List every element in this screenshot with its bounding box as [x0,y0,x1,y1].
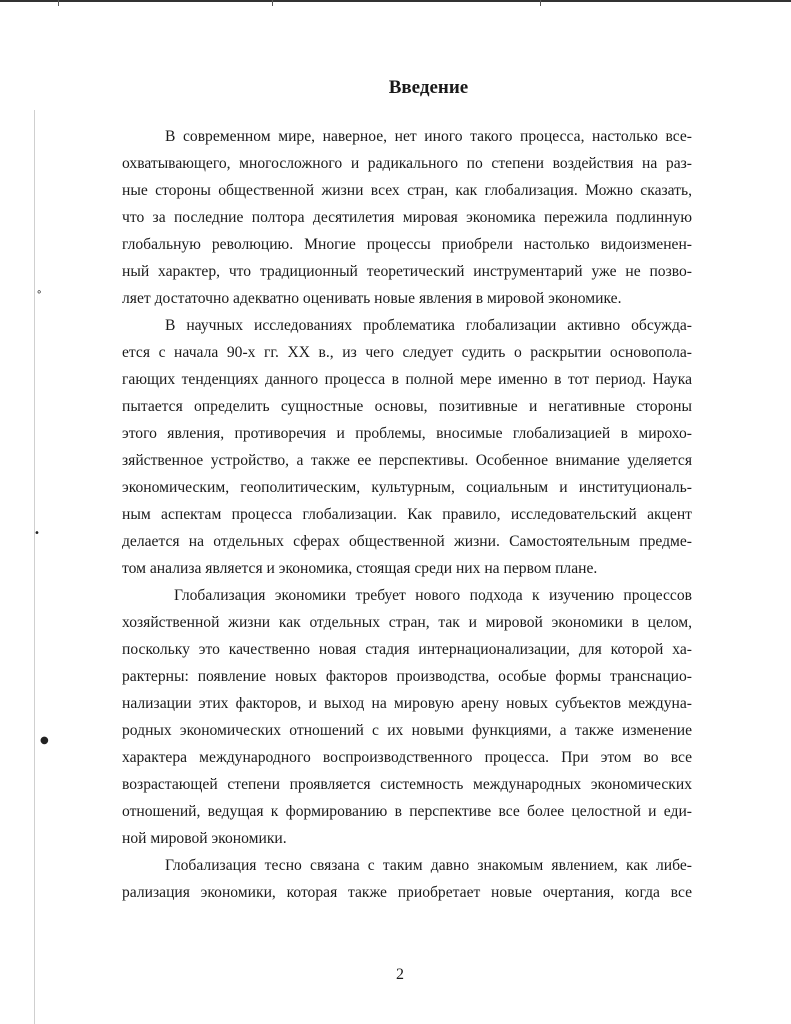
text-line: возрастающей степени проявляется системность международных экономических [122,776,692,793]
text-line: отношений, ведущая к формированию в перспективе все более целостной и еди- [122,803,692,820]
text-line: глобальную революцию. Многие процессы приобрели настолько видоизменен- [122,236,692,253]
text-line: поскольку это качественно новая стадия интернационализации, для которой ха- [122,641,692,658]
text-line: рализация экономики, которая также приобретает новые очертания, когда все [122,884,692,901]
paragraph-4 [122,852,692,906]
paragraph-2 [122,312,692,582]
hole-punch-mark-icon: • [34,528,40,539]
text-line: ляет достаточно адекватно оценивать новые явления в мировой экономике. [122,290,622,307]
text-line: Глобализация экономики требует нового подхода к изучению процессов [174,587,692,604]
page-number: 2 [396,966,404,983]
text-line: что за последние полтора десятилетия мировая экономика пережила подлинную [122,209,692,226]
scan-tick-mark [540,0,541,6]
scan-tick-mark [272,0,273,6]
hole-punch-mark-icon: ● [40,735,49,746]
text-line: охватывающего, многосложного и радикального по степени воздействия на раз- [122,155,692,172]
paragraph-3 [122,582,692,852]
text-line: экономическим, геополитическим, культурным, социальным и институциональ- [122,479,692,496]
text-line: родных экономических отношений с их новыми функциями, а также изменение [122,722,692,739]
text-line: делается на отдельных сферах общественной жизни. Самостоятельным предме- [122,533,692,550]
text-line: хозяйственной жизни как отдельных стран, так и мировой экономики в целом, [122,614,692,631]
text-line: зяйственное устройство, а также ее перспективы. Особенное внимание уделяется [122,452,692,469]
text-line: В современном мире, наверное, нет иного такого процесса, настолько все- [165,128,692,145]
hole-punch-mark-icon: ∘ [36,287,43,298]
text-line: пытается определить сущностные основы, позитивные и негативные стороны [122,398,692,415]
paragraph-1 [122,123,692,312]
scan-margin-line [34,110,35,1024]
text-line: нализации этих факторов, и выход на мировую арену новых субъектов междуна- [122,695,692,712]
text-line: этого явления, противоречия и проблемы, вносимые глобализацией в мирохо- [122,425,692,442]
text-line: Глобализация тесно связана с таким давно знакомым явлением, как либе- [165,857,692,874]
text-line: ется с начала 90-х гг. XX в., из чего следует судить о раскрытии основопола- [122,344,692,361]
text-line: том анализа является и экономика, стоящая среди них на первом плане. [122,560,598,577]
text-line: ные стороны общественной жизни всех стран, как глобализация. Можно сказать, [122,182,692,199]
text-line: ным аспектам процесса глобализации. Как правило, исследовательский акцент [122,506,692,523]
document-body [122,123,692,906]
scan-tick-mark [58,0,59,6]
text-line: гающих тенденциях данного процесса в полной мере именно в тот период. Наука [122,371,692,388]
page-title: Введение [388,77,469,98]
text-line: ный характер, что традиционный теоретический инструментарий уже не позво- [122,263,692,280]
scan-top-border [0,0,791,2]
text-line: В научных исследованиях проблематика глобализации активно обсужда- [165,317,692,334]
text-line: рактерны: появление новых факторов производства, особые формы транснацио- [122,668,692,685]
text-line: ной мировой экономики. [122,830,287,847]
text-line: характера международного воспроизводственного процесса. При этом во все [122,749,692,766]
